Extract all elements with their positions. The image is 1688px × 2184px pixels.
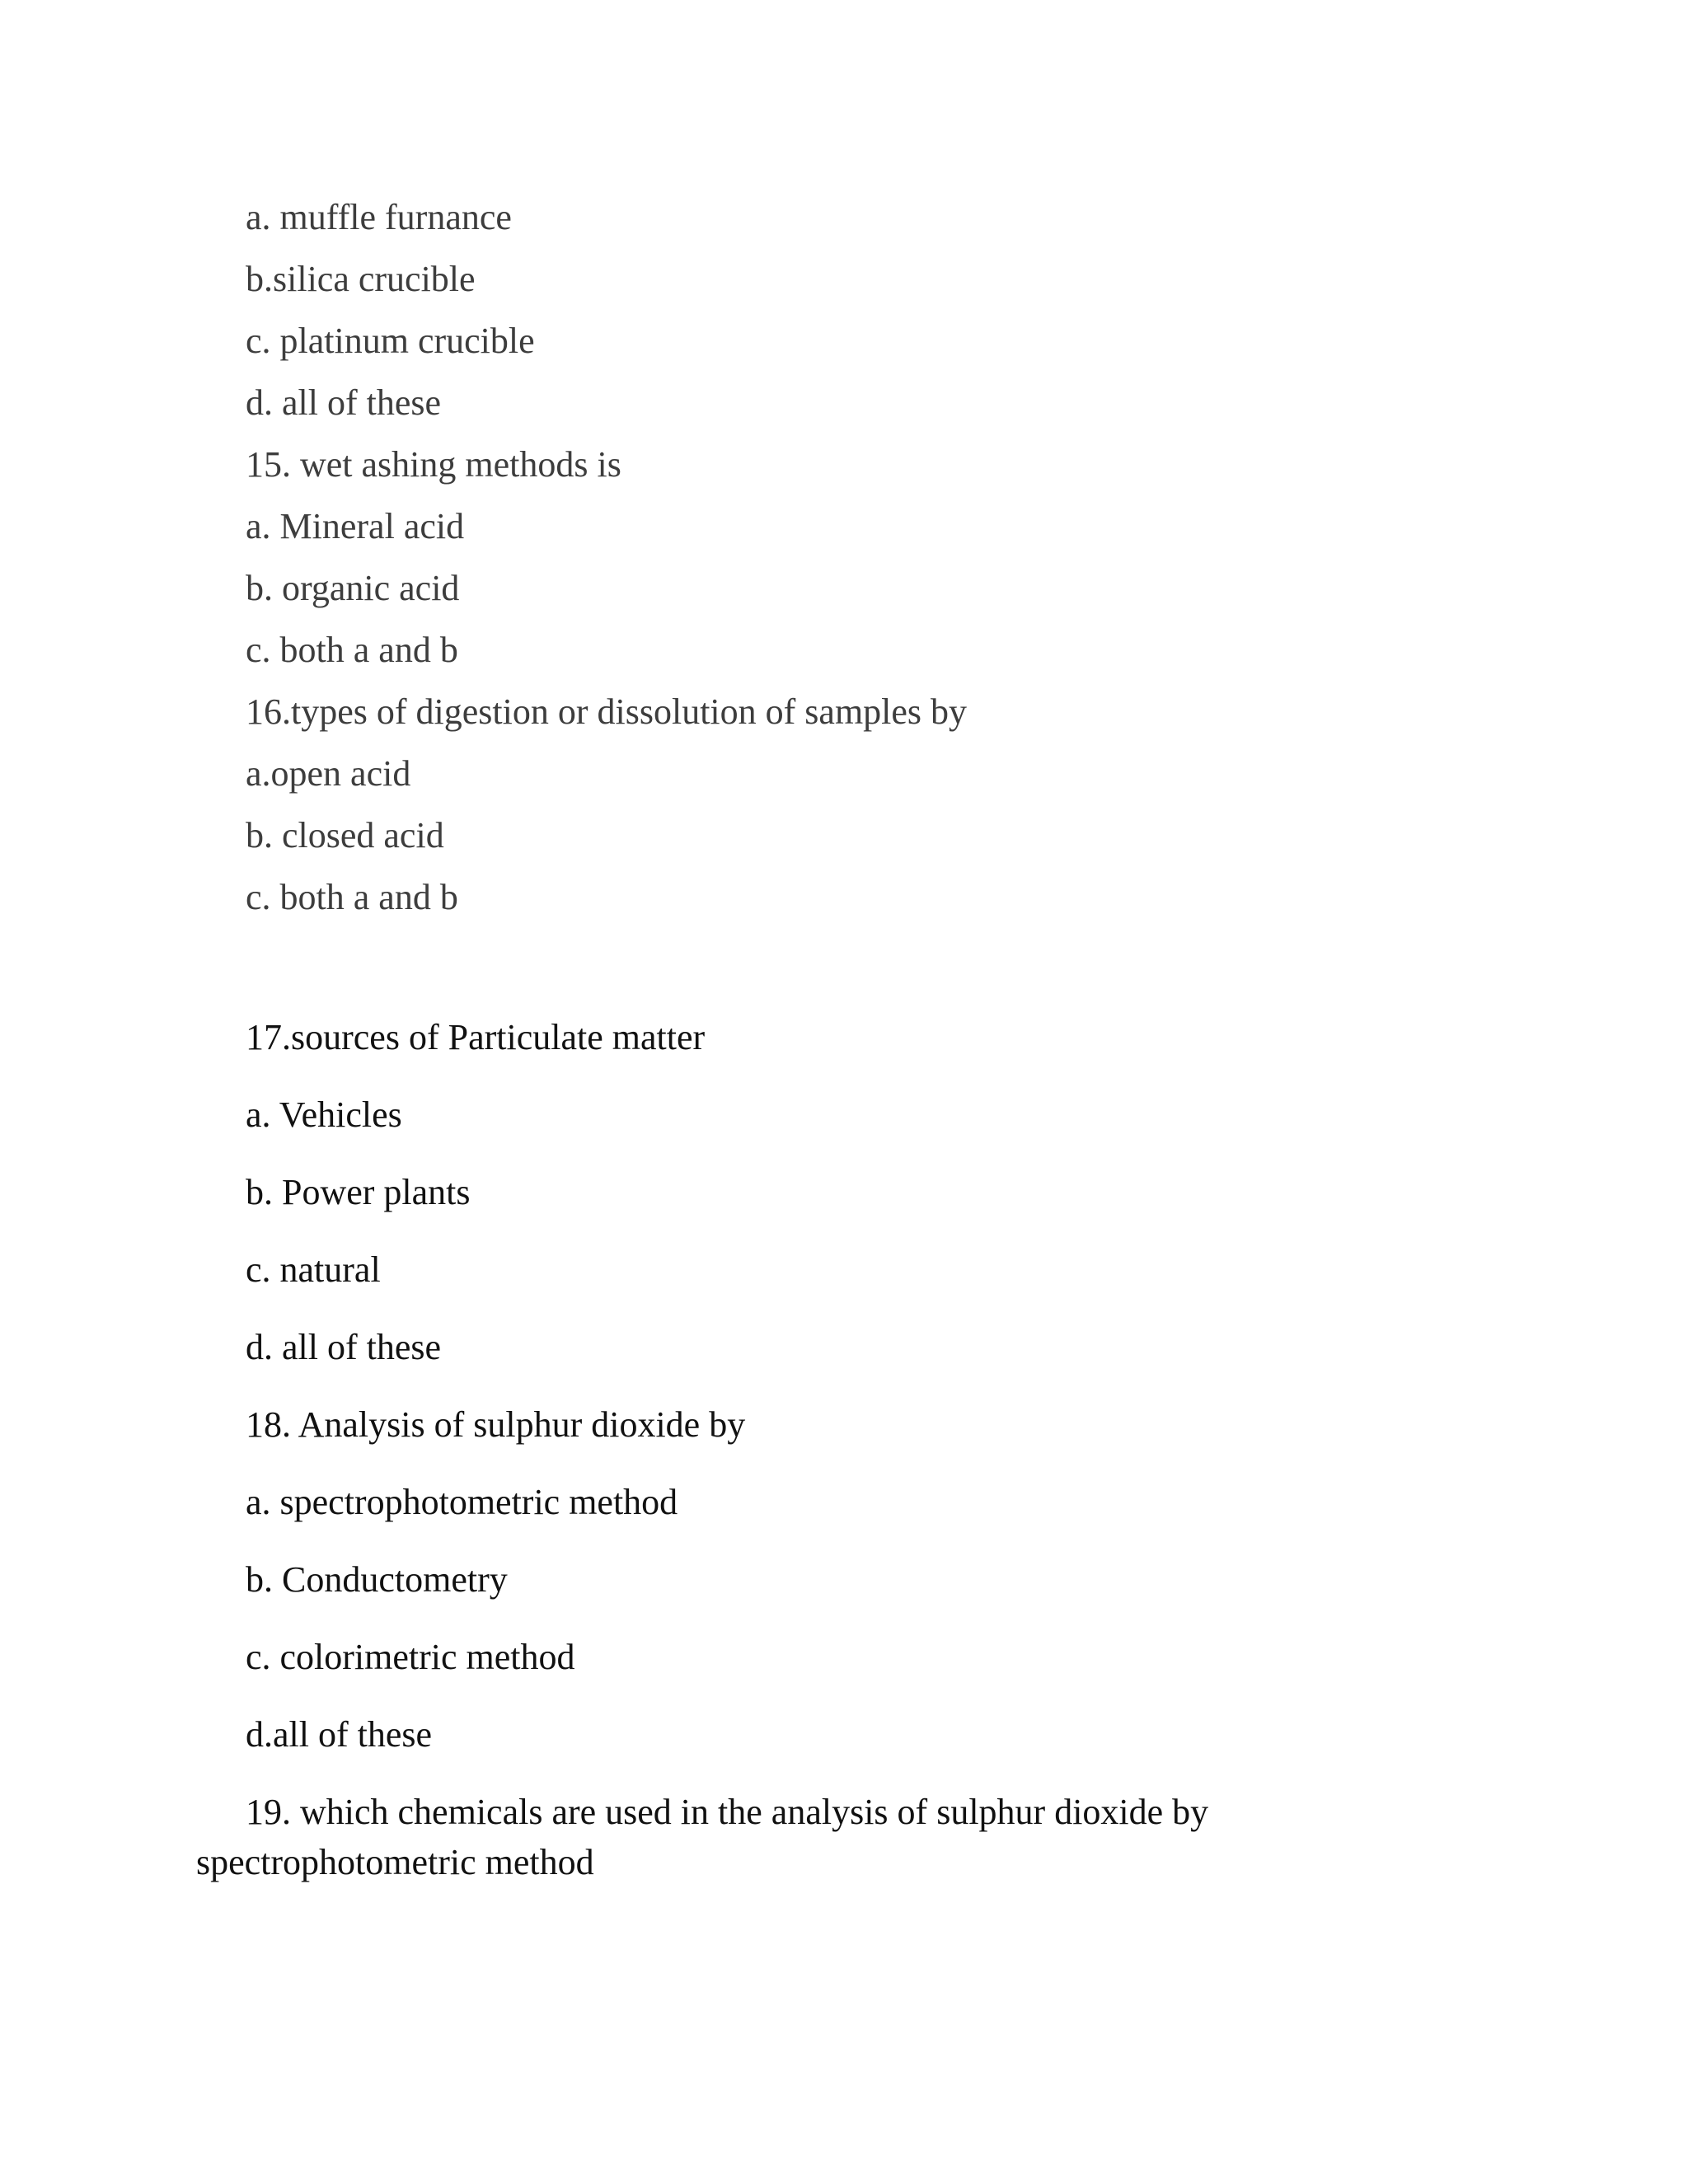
- q17-option-d: d. all of these: [246, 1327, 442, 1367]
- q14-option-c: c. platinum crucible: [246, 321, 535, 361]
- q16-option-a: a.open acid: [246, 753, 411, 794]
- q15-option-c: c. both a and b: [246, 630, 458, 670]
- q18-option-c: c. colorimetric method: [246, 1637, 575, 1677]
- q14-option-b: b.silica crucible: [246, 259, 476, 299]
- q14-option-d: d. all of these: [246, 382, 442, 423]
- q17-option-c: c. natural: [246, 1249, 381, 1290]
- question-16: 16.types of digestion or dissolution of samples by: [246, 691, 968, 732]
- q15-option-b: b. organic acid: [246, 568, 460, 608]
- q18-option-b: b. Conductometry: [246, 1559, 508, 1600]
- question-19: 19. which chemicals are used in the analysis of sulphur dioxide by: [246, 1792, 1209, 1832]
- q17-option-b: b. Power plants: [246, 1172, 471, 1212]
- q16-option-b: b. closed acid: [246, 815, 444, 855]
- q14-option-a: a. muffle furnance: [246, 197, 512, 237]
- q15-option-a: a. Mineral acid: [246, 506, 465, 546]
- question-17: 17.sources of Particulate matter: [246, 1017, 706, 1057]
- q16-option-c: c. both a and b: [246, 877, 458, 917]
- q18-option-a: a. spectrophotometric method: [246, 1482, 678, 1522]
- q17-option-a: a. Vehicles: [246, 1094, 402, 1135]
- question-19-continuation: spectrophotometric method: [196, 1842, 594, 1882]
- q18-option-d: d.all of these: [246, 1714, 433, 1755]
- question-15: 15. wet ashing methods is: [246, 444, 621, 485]
- question-18: 18. Analysis of sulphur dioxide by: [246, 1404, 746, 1445]
